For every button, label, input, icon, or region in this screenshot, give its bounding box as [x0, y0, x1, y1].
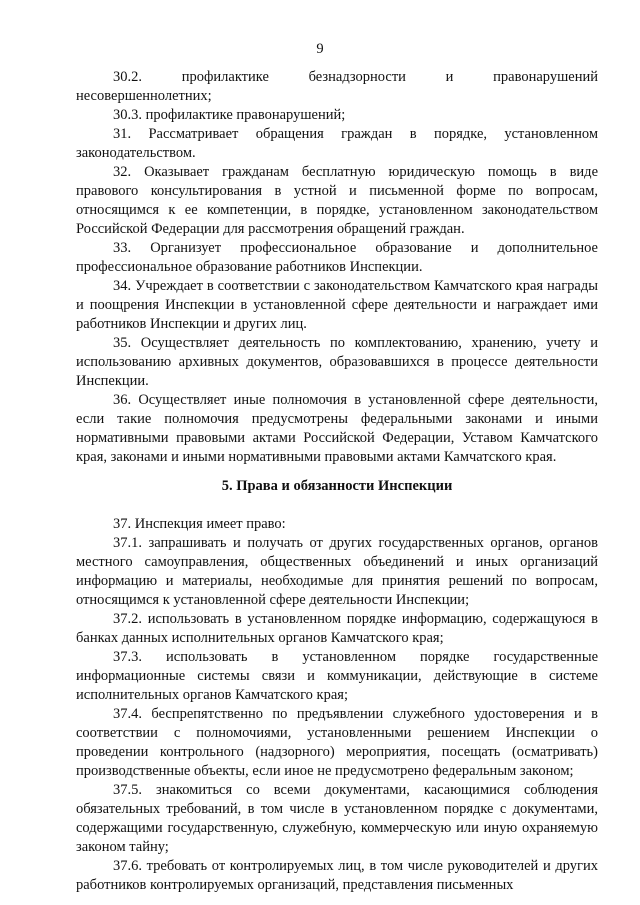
paragraph-37-1: 37.1. запрашивать и получать от других государственных органов, органов местного самоуправления, общественных объединений и иных организаций информацию и материалы, необходимые для принятия решений по вопросам, относящимся к установленной сфере деятельности Инспекции;	[76, 535, 598, 608]
paragraph-36: 36. Осуществляет иные полномочия в установленной сфере деятельности, если такие полномочия предусмотрены федеральными законами и иными нормативными правовыми актами Российской Федерации, Уставом Камчатского края, законами и иными нормативными правовыми актами Камчатского края.	[76, 392, 598, 465]
paragraph-31: 31. Рассматривает обращения граждан в порядке, установленном законодательством.	[76, 126, 598, 161]
document-body	[76, 68, 598, 895]
section-heading: 5. Права и обязанности Инспекции	[221, 478, 453, 494]
paragraph-30-2-line-2: несовершеннолетних;	[76, 88, 212, 104]
page-number: 9	[316, 41, 324, 57]
paragraph-37-2: 37.2. использовать в установленном порядке информацию, содержащуюся в банках данных исполнительных органов Камчатского края;	[76, 611, 598, 646]
paragraph-34: 34. Учреждает в соответствии с законодательством Камчатского края награды и поощрения Инспекции в установленной сфере деятельности и награждает ими работников Инспекции и других лиц.	[76, 278, 598, 332]
paragraph-37-4: 37.4. беспрепятственно по предъявлении служебного удостоверения и в соответствии с полномочиями, установленными решением Инспекции о проведении контрольного (надзорного) мероприятия, посещать (осматривать) производственные объекты, если иное не предусмотрено федеральным законом;	[76, 706, 598, 779]
paragraph-32: 32. Оказывает гражданам бесплатную юридическую помощь в виде правового консультирования в устной и письменной форме по вопросам, относящимся к ее компетенции, в порядке, установленном законодательством Российской Федерации для рассмотрения обращений граждан.	[76, 164, 598, 237]
paragraph-37-3: 37.3. использовать в установленном порядке государственные информационные системы связи и коммуникации, действующие в системе исполнительных органов Камчатского края;	[76, 649, 598, 703]
paragraph-33: 33. Организует профессиональное образование и дополнительное профессиональное образование работников Инспекции.	[76, 240, 598, 275]
paragraph-37-5: 37.5. знакомиться со всеми документами, касающимися соблюдения обязательных требований, в том числе в установленном порядке с документами, содержащими государственную, служебную, коммерческую или иную охраняемую законом тайну;	[76, 782, 598, 855]
paragraph-30-2-line-1: 30.2. профилактике безнадзорности и правонарушений	[113, 69, 598, 85]
paragraph-37: 37. Инспекция имеет право:	[113, 516, 286, 532]
paragraph-35: 35. Осуществляет деятельность по комплектованию, хранению, учету и использованию архивных документов, образовавшихся в процессе деятельности Инспекции.	[76, 335, 598, 389]
paragraph-37-6: 37.6. требовать от контролируемых лиц, в том числе руководителей и других работников контролируемых организаций, представления письменных	[76, 858, 598, 893]
paragraph-30-3: 30.3. профилактике правонарушений;	[113, 107, 346, 123]
